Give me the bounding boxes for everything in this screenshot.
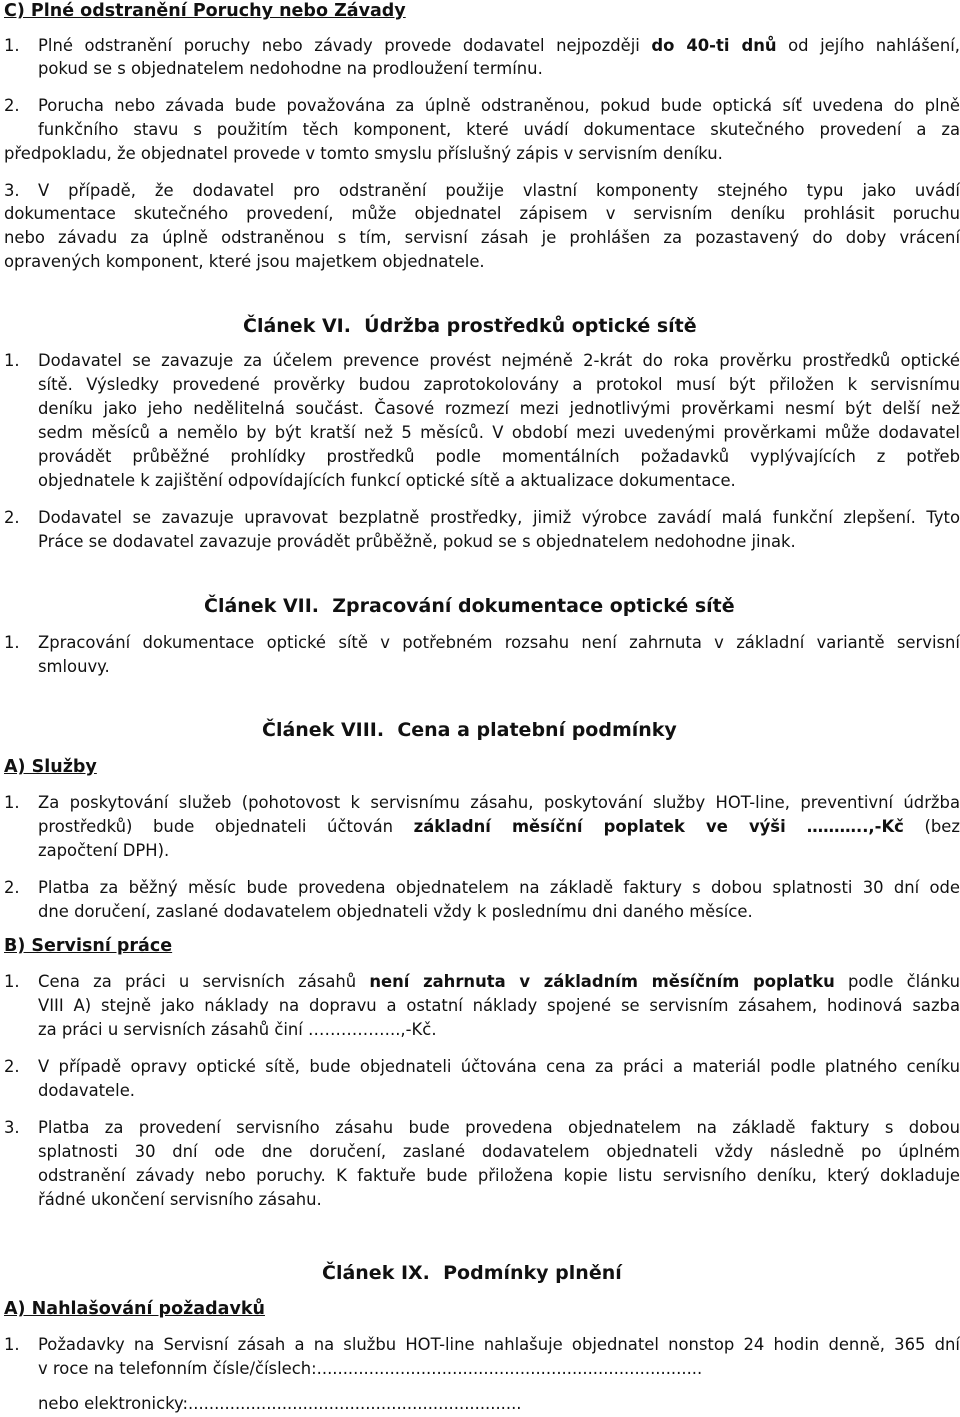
- item-number: 1.: [4, 633, 20, 652]
- paragraph-line: Zpracování dokumentace optické sítě v potřebném rozsahu není zahrnuta v základní variantě servisní: [38, 633, 960, 652]
- article-title: Údržba prostředků optické sítě: [364, 315, 697, 337]
- subsection-title: A) Služby: [4, 757, 97, 777]
- paragraph-line: v roce na telefonním čísle/číslech:..........................................................................: [38, 1359, 703, 1378]
- paragraph-line: nebo závadu za úplně odstraněnou s tím, servisní zásah je prohlášen za pozastavený do doby vrácení: [4, 228, 960, 247]
- item-number: 1.: [4, 793, 20, 812]
- article-title: Zpracování dokumentace optické sítě: [332, 595, 735, 617]
- subsection-title: A) Nahlašování požadavků: [4, 1299, 265, 1319]
- paragraph-line: nebo elektronicky:................................................................: [38, 1394, 522, 1413]
- subsection-heading: [4, 1298, 265, 1320]
- text-run: od jejího nahlášení,: [788, 36, 960, 55]
- article-label: Článek VI.: [243, 315, 351, 337]
- paragraph-line: provádět průběžné prohlídky prostředků podle momentálních požadavků vyplývajících z potřeb: [38, 447, 960, 466]
- paragraph-line: pokud se s objednatelem nedohodne na prodloužení termínu.: [38, 59, 543, 78]
- item-number: 2.: [4, 1057, 20, 1076]
- article-heading: [204, 594, 735, 618]
- paragraph-line: deníku jako jeho nedělitelná součást. Časové rozmezí mezi jednotlivými prověrkami nesmí být delší než: [38, 399, 960, 418]
- text-run: Plné odstranění poruchy nebo závady provede dodavatel nejpozději: [38, 36, 640, 55]
- subsection-heading: [4, 935, 172, 957]
- paragraph-line: [38, 35, 960, 57]
- paragraph-line: Porucha nebo závada bude považována za úplně odstraněnou, pokud bude optická síť uvedena do plně: [38, 96, 960, 115]
- paragraph-line: za práci u servisních zásahů činí ……………..,-Kč.: [38, 1020, 437, 1039]
- article-label: Článek VIII.: [262, 719, 385, 741]
- paragraph-line: objednatele k zajištění odpovídajících funkcí optické sítě a aktualizace dokumentace.: [38, 471, 736, 490]
- text-run: Cena za práci u servisních zásahů: [38, 972, 357, 991]
- paragraph-line: splatnosti 30 dní ode dne doručení, zaslané dodavatelem objednateli vždy následně po úplném: [38, 1142, 960, 1161]
- paragraph-line: V případě, že dodavatel pro odstranění použije vlastní komponenty stejného typu jako uvádí: [38, 181, 960, 200]
- item-number: 2.: [4, 508, 20, 527]
- paragraph-line: Práce se dodavatel zavazuje provádět průběžně, pokud se s objednatelem nedohodne jinak.: [38, 532, 796, 551]
- text-run: prostředků) bude objednateli účtován: [38, 817, 394, 836]
- article-heading: [243, 314, 697, 338]
- paragraph-line: dne doručení, zaslané dodavatelem objednateli vždy k poslednímu dni daného měsíce.: [38, 902, 753, 921]
- section-c-heading: [4, 0, 406, 22]
- paragraph-line: odstranění závady nebo poruchy. K faktuře bude přiložena kopie listu servisního deníku, který dokladuje: [38, 1166, 960, 1185]
- paragraph-line: sítě. Výsledky provedené prověrky budou zaprotokolovány a protokol musí být přiložen k servisnímu: [38, 375, 960, 394]
- article-heading: [322, 1261, 622, 1285]
- paragraph-line: řádné ukončení servisního zásahu.: [38, 1190, 322, 1209]
- paragraph-line: [38, 971, 960, 993]
- paragraph-line: Dodavatel se zavazuje upravovat bezplatně prostředky, jimiž výrobce zavádí malá funkční zlepšení. Tyto: [38, 508, 960, 527]
- paragraph-line: opravených komponent, které jsou majetkem objednatele.: [4, 252, 485, 271]
- paragraph-line: započtení DPH).: [38, 841, 170, 860]
- item-number: 2.: [4, 878, 20, 897]
- paragraph-line: VIII A) stejně jako náklady na dopravu a ostatní náklady spojené se servisním zásahem, hodinová sazba: [38, 996, 960, 1015]
- paragraph-line: [38, 816, 960, 838]
- paragraph-line: Platba za provedení servisního zásahu bude provedena objednatelem na základě faktury s dobou: [38, 1118, 960, 1137]
- item-number: 1.: [4, 972, 20, 991]
- article-title: Podmínky plnění: [443, 1262, 622, 1284]
- paragraph-line: dodavatele.: [38, 1081, 135, 1100]
- article-title: Cena a platební podmínky: [397, 719, 677, 741]
- subsection-title: B) Servisní práce: [4, 936, 173, 956]
- paragraph-line: dokumentace skutečného provedení, může objednatel zápisem v servisním deníku prohlásit poruchu: [4, 204, 960, 223]
- paragraph-line: Za poskytování služeb (pohotovost k servisnímu zásahu, poskytování služby HOT-line, preventivní údržba: [38, 793, 960, 812]
- paragraph-line: V případě opravy optické sítě, bude objednateli účtována cena za práci a materiál podle platného ceníku: [38, 1057, 960, 1076]
- article-label: Článek IX.: [322, 1262, 430, 1284]
- item-number: 1.: [4, 351, 20, 370]
- paragraph-line: smlouvy.: [38, 657, 110, 676]
- item-number: 3.: [4, 1118, 20, 1137]
- paragraph-line: Platba za běžný měsíc bude provedena objednatelem na základě faktury s dobou splatnosti 30 dní ode: [38, 878, 960, 897]
- paragraph-line: předpokladu, že objednatel provede v tomto smyslu příslušný zápis v servisním deníku.: [4, 144, 723, 163]
- section-c-title: C) Plné odstranění Poruchy nebo Závady: [4, 1, 406, 21]
- paragraph-line: Požadavky na Servisní zásah a na službu HOT-line nahlašuje objednatel nonstop 24 hodin denně, 365 dní: [38, 1335, 960, 1354]
- item-number: 1.: [4, 36, 20, 55]
- paragraph-line: funkčního stavu s použitím těch komponent, které uvádí dokumentace skutečného provedení a za: [38, 120, 960, 139]
- item-number: 2.: [4, 96, 20, 115]
- article-label: Článek VII.: [204, 595, 320, 617]
- bold-run: není zahrnuta v základním měsíčním poplatku: [369, 972, 835, 991]
- article-heading: [262, 718, 677, 742]
- bold-run: základní měsíční poplatek ve výši ………..,-Kč: [413, 817, 904, 836]
- paragraph-line: Dodavatel se zavazuje za účelem prevence provést nejméně 2-krát do roka prověrku prostředků optické: [38, 351, 960, 370]
- paragraph-line: sedm měsíců a nemělo by být kratší než 5 měsíců. V období mezi uvedenými prověrkami může dodavatel: [38, 423, 960, 442]
- subsection-heading: [4, 756, 97, 778]
- item-number: 1.: [4, 1335, 20, 1354]
- item-number: 3.: [4, 181, 20, 200]
- text-run: (bez: [924, 817, 960, 836]
- text-run: podle článku: [847, 972, 960, 991]
- bold-run: do 40-ti dnů: [651, 36, 777, 55]
